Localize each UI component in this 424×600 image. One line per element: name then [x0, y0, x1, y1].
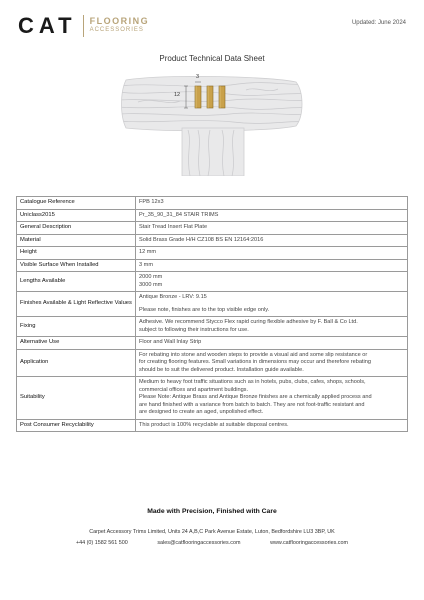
- spec-value-line: Please note, finishes are to the top visible edge only.: [139, 306, 270, 313]
- footer-contacts: [76, 540, 348, 546]
- updated-date: Updated: June 2024: [351, 20, 406, 26]
- table-row: [17, 247, 408, 260]
- spec-value: [136, 337, 408, 350]
- spec-value-line: Solid Brass Grade H/H CZ108 BS EN 12164:2016: [139, 236, 264, 243]
- spec-label: General Description: [17, 222, 136, 235]
- spec-value-line: For rebating into stone and wooden steps to provide a visual aid and some slip resistance or: [139, 351, 368, 358]
- spec-label: Fixing: [17, 317, 136, 337]
- logo-wordmark: CAT: [18, 13, 77, 38]
- spec-label: Lengths Available: [17, 272, 136, 292]
- spec-value-line: 3 mm: [139, 261, 153, 268]
- spec-value: [136, 247, 408, 260]
- spec-value: [136, 349, 408, 377]
- spec-value: [136, 259, 408, 272]
- spec-value-line: for creating flooring features. Small variations in dimensions may occur and therefore rebating: [139, 359, 371, 365]
- spec-value: [136, 377, 408, 420]
- table-row: [17, 222, 408, 235]
- logo-divider: [83, 15, 84, 37]
- stair-tread-illustration: [118, 72, 308, 176]
- brand-logo: [18, 14, 149, 38]
- table-row: [17, 349, 408, 377]
- spec-value-line: 3000 mm: [139, 281, 163, 288]
- spec-value: [136, 222, 408, 235]
- table-row: [17, 419, 408, 432]
- table-row: [17, 377, 408, 420]
- spec-label: Uniclass2015: [17, 209, 136, 222]
- table-row: [17, 209, 408, 222]
- logo-subtitle-line-2: ACCESSORIES: [89, 27, 144, 33]
- spec-label: Application: [17, 349, 136, 377]
- spec-value: [136, 317, 408, 337]
- table-row: [17, 292, 408, 317]
- spec-value-line: are designed to create an aged, unpolished effect.: [139, 409, 264, 415]
- spec-value-line: Floor and Wall Inlay Strip: [139, 339, 202, 345]
- spec-value: [136, 197, 408, 210]
- spec-value-line: 2000 mm: [139, 274, 163, 280]
- logo-subtitle: [90, 17, 150, 35]
- spec-value: [136, 419, 408, 432]
- spec-value-line: Please Note: Antique Brass and Antique Bronze finishes are a chemically applied process and: [139, 394, 372, 400]
- spec-value-line: are hand finished with a variance from batch to batch. They are not foot-traffic resistant and: [139, 401, 365, 408]
- logo-subtitle-line-1: FLOORING: [89, 16, 150, 26]
- spec-label: Suitability: [17, 377, 136, 420]
- spec-value: [136, 234, 408, 247]
- height-dimension-label: 12: [174, 92, 181, 98]
- product-diagram: [118, 72, 308, 176]
- spec-label: Height: [17, 247, 136, 260]
- spec-value-line: 12 mm: [139, 249, 157, 255]
- spec-value-line: should be to suit the delivered product. Installation guide available.: [139, 366, 304, 373]
- spec-value-line: Antique Bronze - LRV: 9.15: [139, 294, 207, 300]
- table-row: [17, 197, 408, 210]
- spec-label: Catalogue Reference: [17, 197, 136, 210]
- spec-value-line: This product is 100% recyclable at suitable disposal centres.: [139, 421, 289, 428]
- table-row: [17, 317, 408, 337]
- spec-value-line: Medium to heavy foot traffic situations such as in hotels, pubs, clubs, cafes, shops, schools,: [139, 379, 366, 385]
- brass-insert-strips: [195, 86, 225, 108]
- footer-email-link[interactable]: sales@catflooringaccessories.com: [157, 540, 241, 546]
- spec-label: Finishes Available & Light Reflective Values: [17, 292, 136, 317]
- page-header: [18, 14, 406, 42]
- spec-value-line: Stair Tread Insert Flat Plate: [139, 224, 208, 230]
- spec-value-line: Pr_35_90_31_84 STAIR TRIMS: [139, 211, 219, 218]
- footer-phone[interactable]: +44 (0) 1582 561 500: [76, 540, 128, 546]
- footer-tagline: Made with Precision, Finished with Care: [147, 508, 277, 515]
- spec-value-line: Adhesive. We recommend Stycco Flex rapid curing flexible adhesive by F. Ball & Co Ltd.: [139, 319, 358, 325]
- spec-label: Visible Surface When Installed: [17, 259, 136, 272]
- footer-website-link[interactable]: www.catflooringaccessories.com: [270, 540, 348, 546]
- table-row: [17, 337, 408, 350]
- width-dimension-label: 3: [196, 74, 200, 80]
- spec-value: [136, 292, 408, 317]
- footer-address: Carpet Accessory Trims Limited, Units 24 A,B,C Park Avenue Estate, Luton, Bedfordshire LU3 3BP, UK: [89, 529, 335, 535]
- table-row: [17, 259, 408, 272]
- spec-label: Material: [17, 234, 136, 247]
- spec-value: [136, 272, 408, 292]
- spec-value-line: subject to following their instructions for use.: [139, 326, 249, 333]
- spec-value: [136, 209, 408, 222]
- document-title: Product Technical Data Sheet: [159, 54, 265, 63]
- spec-value-line: commercial offices and apartment buildings.: [139, 386, 249, 393]
- spec-label: Post Consumer Recyclability: [17, 419, 136, 432]
- specification-table: [16, 196, 408, 432]
- spec-label: Alternative Use: [17, 337, 136, 350]
- table-row: [17, 234, 408, 247]
- table-row: [17, 272, 408, 292]
- spec-value-line: FPB 12x3: [139, 199, 164, 205]
